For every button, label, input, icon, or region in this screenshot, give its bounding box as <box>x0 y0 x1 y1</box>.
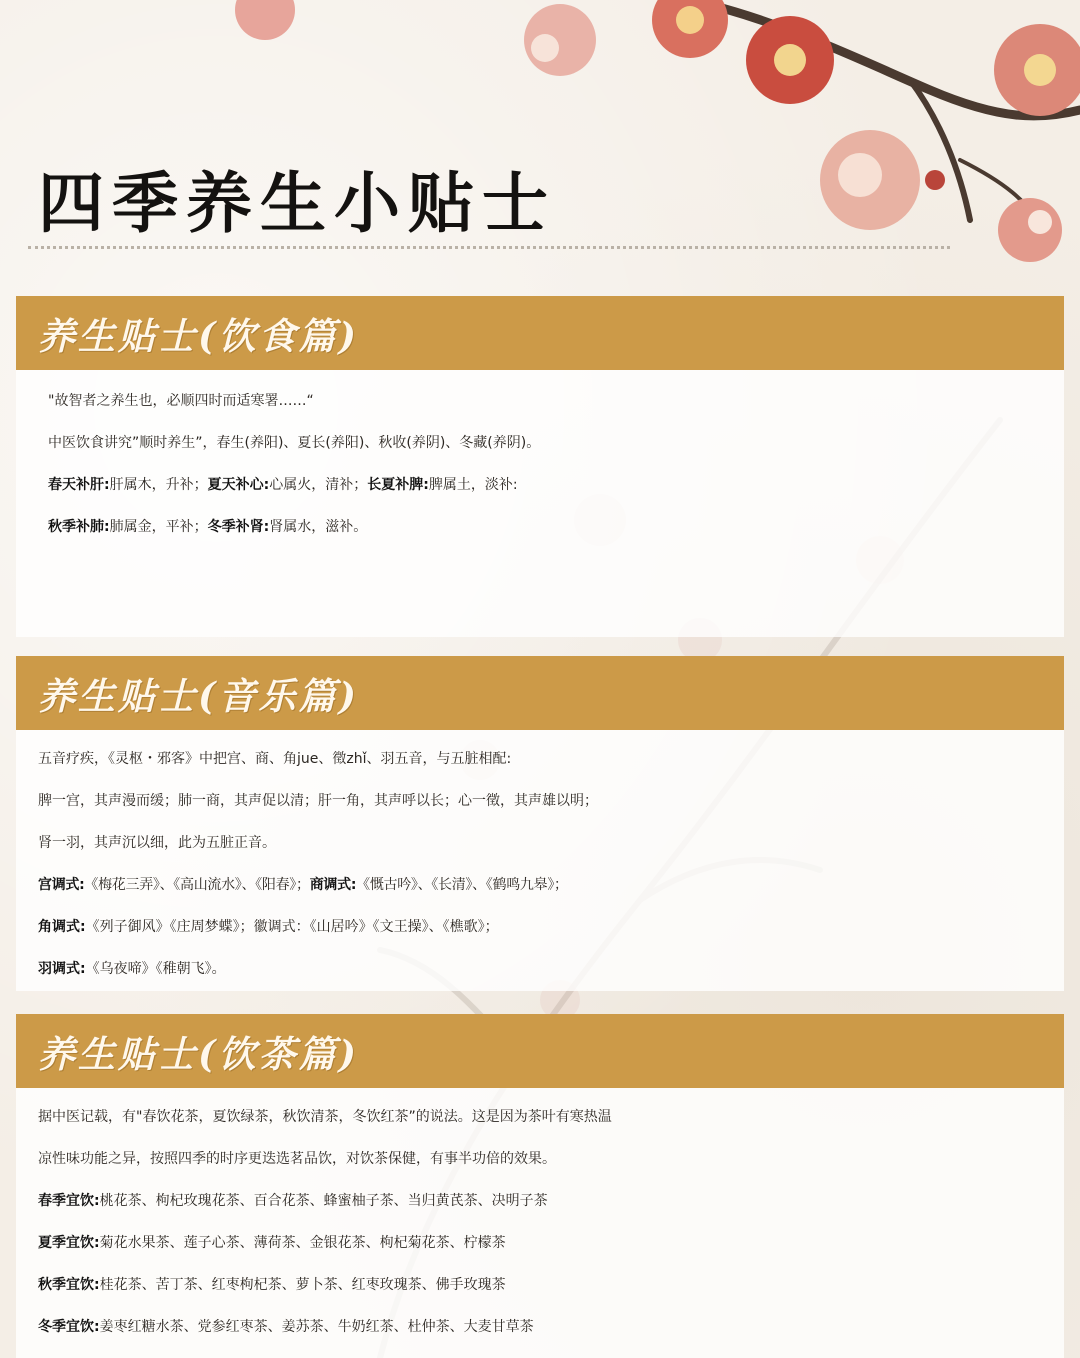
text-line <box>38 864 1064 906</box>
term-label: 春季宜饮: <box>38 1193 100 1209</box>
section-body <box>16 1088 1064 1358</box>
term-label: 秋季宜饮: <box>38 1277 100 1293</box>
text-line: 中医饮食讲究”顺时养生”，春生(养阳)、夏长(养阳)、秋收(养阴)、冬藏(养阴)。 <box>48 435 541 451</box>
text-line: 凉性味功能之异，按照四季的时序更迭选茗品饮，对饮茶保健，有事半功倍的效果。 <box>38 1151 556 1167</box>
text-line: 肾一羽，其声沉以细，此为五脏正音。 <box>38 835 276 851</box>
term-label: 春天补肝: <box>48 477 110 493</box>
section-body <box>16 730 1064 991</box>
term-text: 心属火，清补； <box>269 477 368 493</box>
term-text: 姜枣红糖水茶、党参红枣茶、姜苏茶、牛奶红茶、杜仲茶、大麦甘草茶 <box>99 1319 534 1335</box>
text-line <box>38 1306 1064 1348</box>
term-label: 宫调式: <box>38 877 85 893</box>
text-line: "故智者之养生也，必顺四时而适寒署……“ <box>48 393 314 409</box>
section-body <box>16 370 1064 637</box>
text-line: 据中医记载，有"春饮花茶，夏饮绿茶，秋饮清茶，冬饮红茶”的说法。这是因为茶叶有寒热温 <box>38 1109 612 1125</box>
term-label: 角调式: <box>38 919 86 935</box>
term-text: 肺属金，平补； <box>109 519 208 535</box>
term-label: 夏天补心: <box>207 477 270 493</box>
term-label: 秋季补肺: <box>48 519 110 535</box>
section-header <box>16 656 1064 730</box>
text-line <box>38 948 1064 990</box>
term-text: 桂花茶、苦丁茶、红枣枸杞茶、萝卜茶、红枣玫瑰茶、佛手玫瑰茶 <box>99 1277 506 1293</box>
section-heading: 养生贴士(音乐篇) <box>38 674 360 718</box>
section-diet <box>16 296 1064 637</box>
section-music <box>16 656 1064 991</box>
term-text: 菊花水果茶、莲子心茶、薄荷茶、金银花茶、枸杞菊花茶、柠檬茶 <box>99 1235 506 1251</box>
term-text: 《列子御风》《庄周梦蝶》；徽调式：《山居吟》《文王操》、《樵歌》； <box>85 919 499 935</box>
term-text: 《乌夜啼》《稚朝飞》。 <box>85 961 226 977</box>
text-line: 脾一宫，其声漫而缓；肺一商，其声促以清；肝一角，其声呼以长；心一徵，其声雄以明； <box>38 793 598 809</box>
term-label: 冬季补肾: <box>207 519 270 535</box>
text-line <box>48 506 1064 548</box>
term-text: 《梅花三弄》、《高山流水》、《阳春》； <box>84 877 310 893</box>
term-text: 桃花茶、枸杞玫瑰花茶、百合花茶、蜂蜜柚子茶、当归黄芪茶、决明子茶 <box>99 1193 548 1209</box>
term-label: 商调式: <box>309 877 357 893</box>
term-label: 夏季宜饮: <box>38 1235 100 1251</box>
term-text: 肝属木，升补； <box>109 477 208 493</box>
term-label: 羽调式: <box>38 961 86 977</box>
text-line <box>48 464 1064 506</box>
section-tea <box>16 1014 1064 1358</box>
text-line <box>38 1264 1064 1306</box>
section-heading: 养生贴士(饮茶篇) <box>38 1032 360 1076</box>
text-line <box>38 1222 1064 1264</box>
term-text: 肾属水，滋补。 <box>269 519 368 535</box>
section-heading: 养生贴士(饮食篇) <box>38 314 360 358</box>
text-line <box>38 1180 1064 1222</box>
text-line <box>38 906 1064 948</box>
page-title: 四季养生小贴士 <box>38 164 556 242</box>
term-label: 冬季宜饮: <box>38 1319 100 1335</box>
term-text: 脾属土，淡补: <box>428 477 518 493</box>
section-header <box>16 1014 1064 1088</box>
term-label: 长夏补脾: <box>367 477 429 493</box>
title-divider <box>28 246 950 249</box>
section-header <box>16 296 1064 370</box>
term-text: 《慨古吟》、《长清》、《鹤鸣九皋》； <box>356 877 568 893</box>
text-line: 五音疗疾，《灵枢・邪客》中把宫、商、角jue、徵zhǐ、羽五音，与五脏相配: <box>38 751 512 767</box>
